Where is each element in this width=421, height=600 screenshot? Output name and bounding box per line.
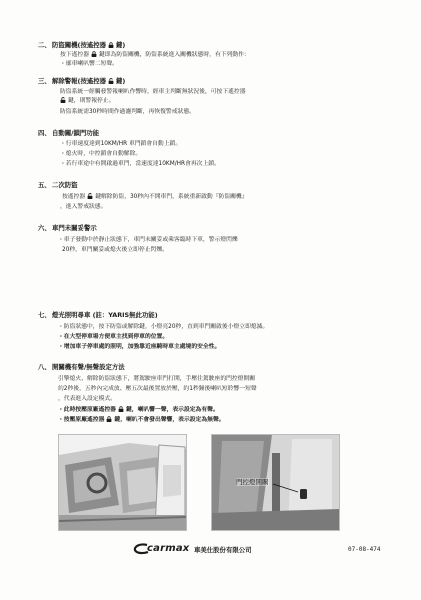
section-line: 防盜系統需30秒時間作過濾判斷，再恢復警戒狀態。 bbox=[60, 109, 195, 115]
lock-icon bbox=[106, 416, 112, 422]
section-line: ・若行車途中有開啟過車門，當速度達10KM/HR會再次上鎖。 bbox=[60, 161, 220, 167]
lock-icon bbox=[91, 51, 97, 57]
car-door-photo bbox=[59, 435, 186, 530]
company-name: 車美仕股份有限公司 bbox=[194, 546, 252, 554]
brand-logo: carmax bbox=[147, 543, 190, 554]
section-heading: 五、二次防盜 bbox=[38, 181, 78, 189]
section-line: ・在大型停車場方便車主找到停車的位置。 bbox=[58, 334, 169, 340]
section-line: 鍵，則警報停止。 bbox=[58, 97, 114, 105]
photo-caption: 門控燈開關 bbox=[236, 478, 269, 486]
section-line: 20秒，車門關妥或熄火後立即停止閃爍。 bbox=[62, 247, 168, 253]
unlock-icon bbox=[108, 78, 114, 84]
arrow-icon bbox=[272, 481, 302, 495]
lock-icon bbox=[108, 42, 114, 48]
section-heading: 四、自動關/鎖門功能 bbox=[38, 129, 100, 137]
section-line: 按遙控器 鍵解除防盜，30秒內不開車門，系統重新啟動『防盜關機』 bbox=[62, 194, 248, 200]
section-line: ・熄火時，中控鎖會自動解除。 bbox=[60, 151, 142, 157]
photo-car-door-open bbox=[58, 434, 187, 531]
section-line: ・廓車喇叭響二短聲。 bbox=[60, 61, 118, 67]
section-heading: 六、車門未關妥警示 bbox=[38, 224, 97, 232]
unlock-icon bbox=[60, 97, 66, 103]
section-heading: 三、解除警報(按遙控器 鍵) bbox=[38, 77, 126, 85]
section-line: ・行車速度達到10KM/HR 車門鎖會自動上鎖。 bbox=[60, 141, 182, 147]
lock-icon bbox=[118, 406, 124, 412]
section-line: 按下遙控器 鍵即為防盜關機，防盜系統進入關機狀態時，有下列動作： bbox=[60, 52, 250, 58]
section-line: ・車子發動中於靜止狀態下，車門未關妥或乘客臨時下車，警示燈閃爍 bbox=[58, 237, 238, 243]
section-heading: 二、防盜關機(按遙控器 鍵) bbox=[38, 41, 126, 49]
section-heading: 八、開關機有聲/無聲設定方法 bbox=[38, 363, 125, 371]
section-line: 約2秒後，五秒內完成放、壓五次最後置放於壓，約1秒鐘後喇叭短聆響一短聲 bbox=[58, 386, 257, 392]
unlock-icon bbox=[87, 193, 93, 199]
section-line: ，進入警戒狀態。 bbox=[60, 204, 107, 210]
section-heading: 七、燈光照明尋車 (註：YARIS無此功能) bbox=[38, 311, 158, 319]
section-line: ，代表進入設定模式。 bbox=[58, 396, 116, 402]
section-line: ・此時按壓原廠遙控器 鍵，喇叭響一聲，表示設定為有聲。 bbox=[58, 407, 219, 413]
section-line: ・按壓原廠遙控器 鍵，喇叭不會發出聲響，表示設定為無聲。 bbox=[58, 417, 225, 423]
section-line: ・增加車子停車處的照明，加強靠近座騎時車主處境的安全性。 bbox=[58, 344, 221, 350]
photo-door-switch bbox=[211, 434, 340, 531]
document-code: 07-08-474 bbox=[348, 546, 381, 553]
section-line: ・防盜狀態中，按下防盜或解除鍵，小燈亮20秒，直到車門關啟後小燈立即熄滅。 bbox=[58, 324, 269, 330]
section-line: 防盜系統一經觸發警報喇叭作響時，經車主判斷無狀況後，可按下遙控器 bbox=[60, 89, 246, 95]
section-line: 引擎熄火、解除防盜狀態下，將駕駛座車門打開，手壓住駕駛座的門控燈開關 bbox=[58, 376, 256, 382]
